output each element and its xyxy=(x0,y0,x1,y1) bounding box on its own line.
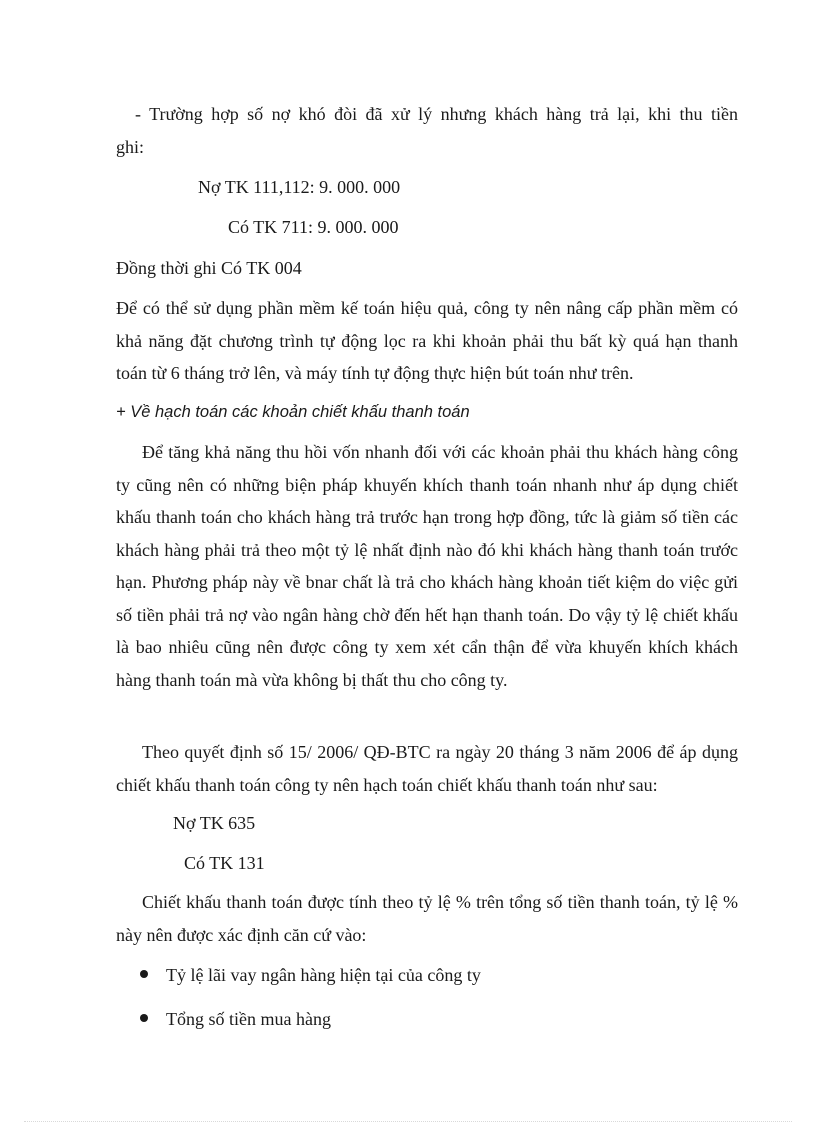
paragraph-software-upgrade: Để có thể sử dụng phần mềm kế toán hiệu quả, công ty nên nâng cấp phần mềm có khả năng đặt chương trình tự động lọc ra khi khoản phải thu bất kỳ quá hạn thanh toán từ 6 tháng trở lên, và máy tính tự động thực hiện bút toán như trên. xyxy=(116,298,738,383)
journal-entry-credit-2: Có TK 131 xyxy=(184,853,265,873)
subheading-payment-discount: + Về hạch toán các khoản chiết khấu thanh toán xyxy=(116,403,470,421)
page-bottom-divider xyxy=(24,1121,792,1122)
bullet-item-purchase-total: Tổng số tiền mua hàng xyxy=(166,1009,331,1029)
bullet-icon xyxy=(140,1014,148,1022)
paragraph-bad-debt-line-2: ghi: xyxy=(116,137,145,157)
paragraph-discount-basis: Chiết khấu thanh toán được tính theo tỷ lệ % trên tổng số tiền thanh toán, tỷ lệ % này nên được xác định căn cứ vào: xyxy=(116,892,738,945)
journal-entry-debit-1: Nợ TK 111,112: 9. 000. 000 xyxy=(198,177,401,197)
paragraph-simultaneous-entry: Đồng thời ghi Có TK 004 xyxy=(116,258,302,278)
bullet-item-interest-rate: Tỷ lệ lãi vay ngân hàng hiện tại của công ty xyxy=(166,965,481,985)
paragraph-bad-debt-line-1: - Trường hợp số nợ khó đòi đã xử lý nhưng khách hàng trả lại, khi thu tiền xyxy=(135,104,738,124)
paragraph-discount-rationale: Để tăng khả năng thu hồi vốn nhanh đối với các khoản phải thu khách hàng công ty cũng nên có những biện pháp khuyến khích thanh toán nhanh như áp dụng chiết khấu thanh toán cho khách hàng trả trước hạn trong hợp đồng, tức là giảm số tiền các khách hàng phải trả theo một tỷ lệ nhất định nào đó khi khách hàng thanh toán trước hạn. Phương pháp này về bnar chất là trả cho khách hàng khoản tiết kiệm do việc gửi số tiền phải trả nợ vào ngân hàng chờ đến hết hạn thanh toán. Do vậy tỷ lệ chiết khấu là bao nhiêu cũng nên được công ty xem xét cẩn thận để vừa khuyến khích khách hàng thanh toán mà vừa không bị thất thu cho công ty. xyxy=(116,442,738,690)
paragraph-regulation: Theo quyết định số 15/ 2006/ QĐ-BTC ra ngày 20 tháng 3 năm 2006 để áp dụng chiết khấu thanh toán công ty nên hạch toán chiết khấu thanh toán như sau: xyxy=(116,742,738,795)
journal-entry-credit-1: Có TK 711: 9. 000. 000 xyxy=(228,217,399,237)
bullet-icon xyxy=(140,970,148,978)
journal-entry-debit-2: Nợ TK 635 xyxy=(173,813,256,833)
